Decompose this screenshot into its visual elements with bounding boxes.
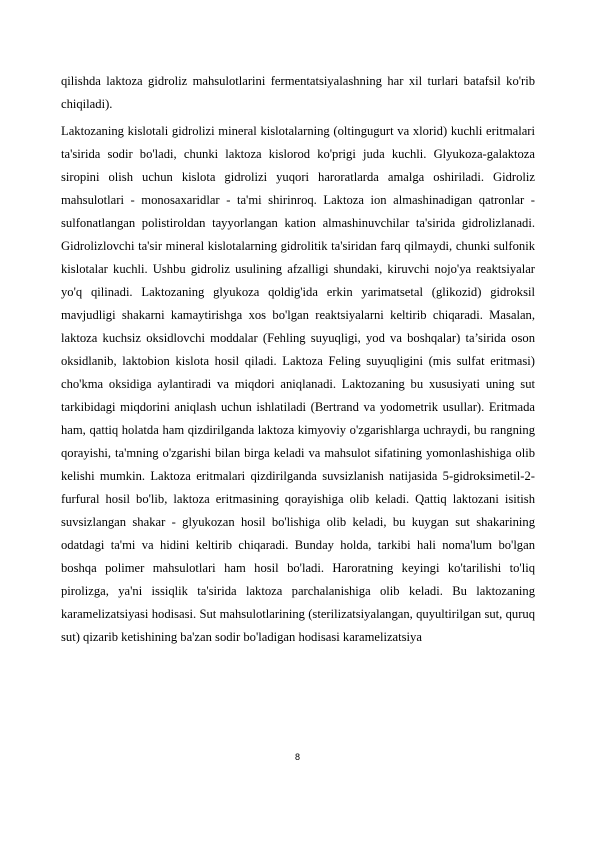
page-number: 8 (294, 752, 300, 762)
document-body (61, 70, 535, 649)
paragraph-continuation: qilishda laktoza gidroliz mahsulotlarini fermentatsiyalashning har xil turlari batafsil ko'rib chiqiladi). (61, 74, 535, 111)
paragraph-lactose-hydrolysis: Laktozaning kislotali gidrolizi mineral kislotalarning (oltingugurt va xlorid) kuchli eritmalari ta'sirida sodir bo'ladi, chunki laktoza kislorod ko'prigi juda kuchli. Glyukoza-galaktoza siropini olish uchun kislota gidrolizi yuqori haroratlarda amalga oshiriladi. Gidroliz mahsulotlari - monosaxaridlar - ta'mi shirinroq. Laktoza ion almashinadigan qatronlar - sulfonatlangan polistiroldan tayyorlangan kation almashinuvchilar ta'sirida gidrolizlanadi. Gidrolizlovchi ta'sir mineral kislotalarning gidrolitik ta'siridan farq qilmaydi, chunki sulfonik kislotalar kuchli. Ushbu gidroliz usulining afzalligi shundaki, kiruvchi nojo'ya reaktsiyalar yo'q qilinadi. Laktozaning glyukoza qoldig'ida erkin yarimatsetal (glikozid) gidroksil mavjudligi shakarni kamaytirishga xos bo'lgan reaktsiyalarni keltirib chiqaradi. Masalan, laktoza kuchsiz oksidlovchi moddalar (Fehling suyuqligi, yod va boshqalar) ta’sirida oson oksidlanib, laktobion kislota hosil qiladi. Laktoza Feling suyuqligini (mis sulfat eritmasi) cho'kma oksidiga aylantiradi va miqdori aniqlanadi. Laktozaning bu xususiyati uning sut tarkibidagi miqdorini aniqlash uchun ishlatiladi (Bertrand va yodometrik usullar). Eritmada ham, qattiq holatda ham qizdirilganda laktoza kimyoviy o'zgarishlarga uchraydi, bu rangning qorayishi, ta'mning o'zgarishi bilan birga keladi va mahsulot sifatining yomonlashishiga olib kelishi mumkin. Laktoza eritmalari qizdirilganda suvsizlanish natijasida 5-gidroksimetil-2-furfural hosil bo'lib, laktoza eritmasining qorayishiga olib keladi. Qattiq laktozani isitish suvsizlangan shakar - glyukozan hosil bo'lishiga olib keladi, bu kuygan sut shakarining odatdagi ta'mi va hidini keltirib chiqaradi. Bunday holda, tarkibi hali noma'lum bo'lgan boshqa polimer mahsulotlari ham hosil bo'ladi. Haroratning keyingi ko'tarilishi to'liq pirolizga, ya'ni issiqlik ta'sirida laktoza parchalanishiga olib keladi. Bu laktozaning karamelizatsiyasi hodisasi. Sut mahsulotlarining (sterilizatsiyalangan, quyultirilgan sut, quruq sut) qizarib ketishining ba'zan sodir bo'ladigan hodisasi karamelizatsiya (61, 124, 535, 644)
